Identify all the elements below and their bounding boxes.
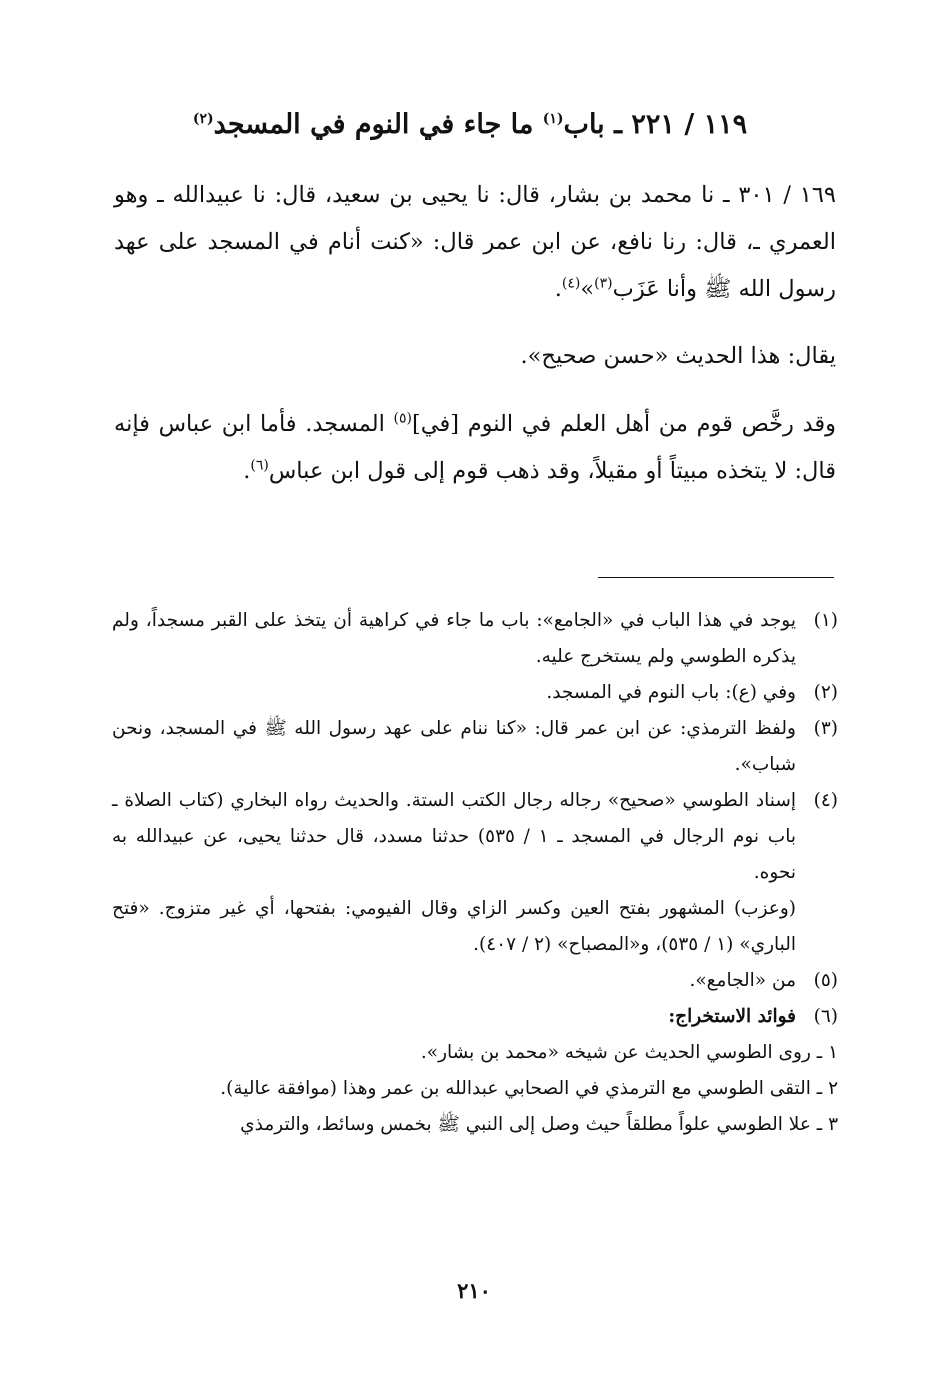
hadith-end: .: [554, 276, 562, 302]
chapter-heading-text: ١١٩ / ٢٢١ ـ باب: [563, 109, 748, 140]
footnote-4-extra: (وعزب) المشهور بفتح العين وكسر الزاي وقال الفيومي: بفتحها، أي غير متزوج. «فتح الباري» (١ / ٥٣٥)، و«المصباح» (٢ / ٤٠٧).: [112, 898, 796, 955]
scholars-paragraph: [114, 401, 836, 495]
footnotes: [112, 603, 838, 1143]
footnote-5: [112, 963, 838, 999]
fawaid-point-2: ٢ ـ التقى الطوسي مع الترمذي في الصحابي عبدالله بن عمر وهذا (موافقة عالية).: [220, 1078, 838, 1099]
footnote-number: (٢): [813, 682, 838, 703]
hadith-close-quote: »: [580, 276, 595, 302]
fawaid-heading: فوائد الاستخراج:: [668, 1006, 796, 1027]
footnote-4-main: إسناد الطوسي «صحيح» رجاله رجال الكتب الستة. والحديث رواه البخاري (كتاب الصلاة ـ باب نوم الرجال في المسجد ـ ١ / ٥٣٥) حدثنا مسدد، قال حدثنا يحيى، عن عبيدالله به نحوه.: [112, 790, 796, 883]
footnote-separator: [598, 577, 834, 578]
footnote-ref-4: (٤): [561, 275, 581, 292]
footnote-ref-3: (٣): [594, 275, 613, 292]
footnote-number: (١): [813, 610, 838, 631]
footnote-text: يوجد في هذا الباب في «الجامع»: باب ما جاء في كراهية أن يتخذ على القبر مسجداً، ولم يذكره الطوسي ولم يستخرج عليه.: [112, 610, 796, 667]
chapter-heading-text-2: ما جاء في النوم في المسجد: [213, 109, 543, 140]
footnote-text: وفي (ع): باب النوم في المسجد.: [546, 682, 796, 703]
fawaid-point-3: ٣ ـ علا الطوسي علواً مطلقاً حيث وصل إلى النبي ﷺ بخمس وسائط، والترمذي: [240, 1114, 838, 1135]
scholars-text-end: .: [243, 458, 251, 484]
footnote-number: (٤): [813, 790, 838, 811]
grading-paragraph: يقال: هذا الحديث «حسن صحيح».: [520, 343, 836, 369]
fawaid-point-1: ١ ـ روى الطوسي الحديث عن شيخه «محمد بن بشار».: [420, 1042, 838, 1063]
footnote-number: (٣): [813, 718, 838, 739]
hadith-paragraph: [114, 172, 836, 313]
chapter-heading: [150, 100, 790, 150]
footnote-2: [112, 675, 838, 711]
footnote-text: من «الجامع».: [689, 970, 796, 991]
footnote-ref-2: (٢): [192, 111, 214, 127]
footnote-ref-6: (٦): [250, 457, 269, 474]
page-number: ٢١٠: [457, 1278, 491, 1303]
footnote-ref-5: (٥): [393, 410, 412, 427]
footnote-text: ولفظ الترمذي: عن ابن عمر قال: «كنا ننام على عهد رسول الله ﷺ في المسجد، ونحن شباب».: [112, 718, 796, 775]
footnote-3: [112, 711, 838, 783]
footnote-ref-1: (١): [542, 111, 564, 127]
scholars-text-b: المسجد. فأما ابن عباس فإنه قال: لا يتخذه مبيتاً أو مقيلاً، وقد ذهب قوم إلى قول ابن عباس: [114, 411, 836, 484]
hadith-text: ١٦٩ / ٣٠١ ـ نا محمد بن بشار، قال: نا يحيى بن سعيد، قال: نا عبيدالله ـ وهو العمري ـ، قال: رنا نافع، عن ابن عمر قال: «كنت أنام في المسجد على عهد رسول الله ﷺ وأنا عَزَب: [114, 182, 836, 302]
footnote-1: [112, 603, 838, 675]
footnote-4: [112, 783, 838, 963]
footnote-6: [112, 999, 838, 1035]
footnote-text: [112, 783, 796, 963]
footnote-number: (٥): [813, 970, 838, 991]
footnote-number: (٦): [813, 1006, 838, 1027]
main-text: [114, 172, 836, 495]
scholars-text-a: وقد رخَّص قوم من أهل العلم في النوم [في]: [412, 411, 836, 437]
